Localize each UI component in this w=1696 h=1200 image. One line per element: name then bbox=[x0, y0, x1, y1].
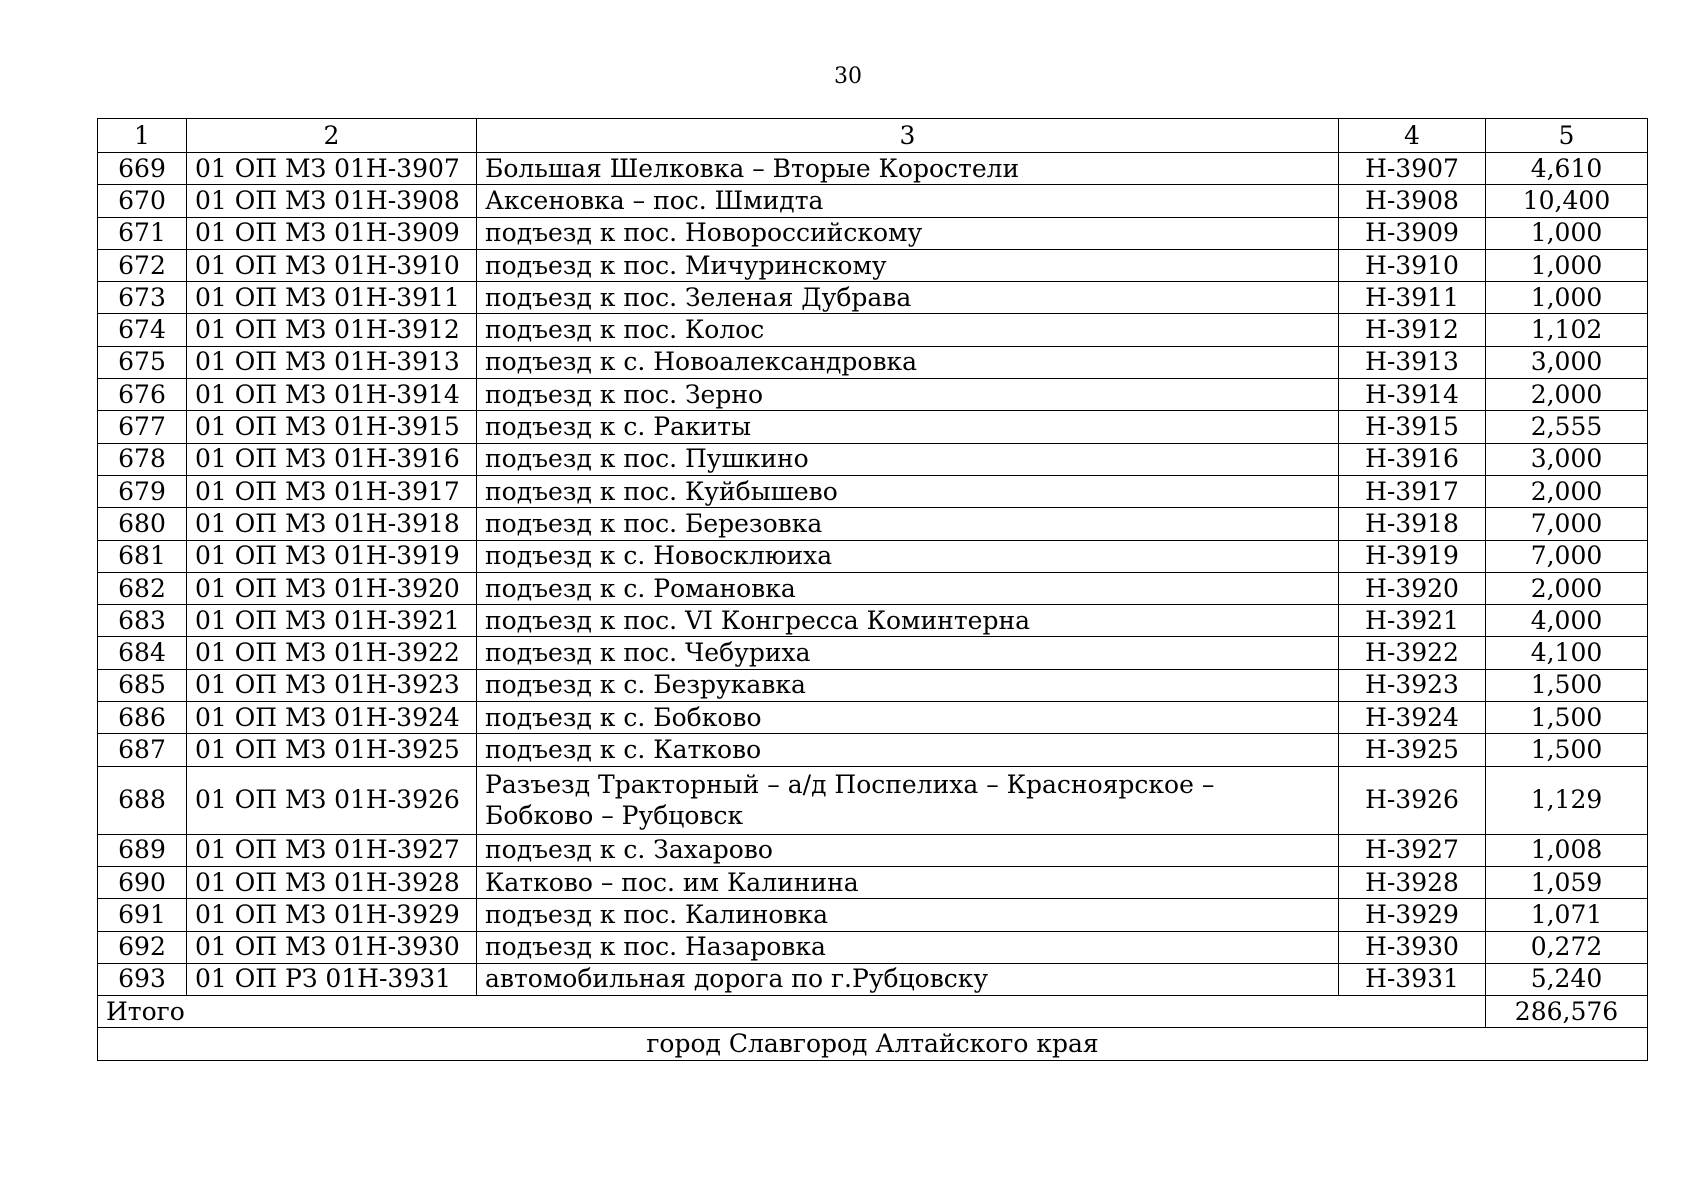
road-id: 01 ОП МЗ 01Н-3916 bbox=[187, 443, 477, 475]
road-id: 01 ОП МЗ 01Н-3910 bbox=[187, 249, 477, 281]
total-row bbox=[98, 996, 1648, 1028]
road-code: Н-3917 bbox=[1339, 475, 1486, 507]
table-row bbox=[98, 153, 1648, 185]
road-length: 1,000 bbox=[1486, 217, 1648, 249]
road-code: Н-3929 bbox=[1339, 899, 1486, 931]
road-name: Катково – пос. им Калинина bbox=[477, 866, 1339, 898]
road-id: 01 ОП МЗ 01Н-3923 bbox=[187, 669, 477, 701]
row-number: 691 bbox=[98, 899, 187, 931]
road-id: 01 ОП МЗ 01Н-3911 bbox=[187, 282, 477, 314]
road-id: 01 ОП МЗ 01Н-3907 bbox=[187, 153, 477, 185]
road-code: Н-3928 bbox=[1339, 866, 1486, 898]
road-id: 01 ОП МЗ 01Н-3921 bbox=[187, 605, 477, 637]
row-number: 693 bbox=[98, 963, 187, 995]
road-length: 0,272 bbox=[1486, 931, 1648, 963]
table-row bbox=[98, 475, 1648, 507]
road-id: 01 ОП МЗ 01Н-3919 bbox=[187, 540, 477, 572]
road-id: 01 ОП МЗ 01Н-3930 bbox=[187, 931, 477, 963]
road-code: Н-3912 bbox=[1339, 314, 1486, 346]
road-id: 01 ОП МЗ 01Н-3915 bbox=[187, 411, 477, 443]
row-number: 674 bbox=[98, 314, 187, 346]
road-length: 10,400 bbox=[1486, 185, 1648, 217]
row-number: 669 bbox=[98, 153, 187, 185]
row-number: 687 bbox=[98, 734, 187, 766]
road-length: 1,000 bbox=[1486, 249, 1648, 281]
road-length: 1,500 bbox=[1486, 702, 1648, 734]
road-code: Н-3920 bbox=[1339, 572, 1486, 604]
road-length: 7,000 bbox=[1486, 540, 1648, 572]
road-name: подъезд к пос. Мичуринскому bbox=[477, 249, 1339, 281]
road-length: 1,129 bbox=[1486, 766, 1648, 834]
road-code: Н-3919 bbox=[1339, 540, 1486, 572]
road-name: автомобильная дорога по г.Рубцовску bbox=[477, 963, 1339, 995]
road-id: 01 ОП МЗ 01Н-3912 bbox=[187, 314, 477, 346]
road-length: 1,102 bbox=[1486, 314, 1648, 346]
table-row bbox=[98, 734, 1648, 766]
road-name: подъезд к пос. Калиновка bbox=[477, 899, 1339, 931]
header-cell: 5 bbox=[1486, 119, 1648, 153]
road-code: Н-3922 bbox=[1339, 637, 1486, 669]
road-code: Н-3909 bbox=[1339, 217, 1486, 249]
row-number: 685 bbox=[98, 669, 187, 701]
road-code: Н-3916 bbox=[1339, 443, 1486, 475]
road-length: 5,240 bbox=[1486, 963, 1648, 995]
table-row bbox=[98, 217, 1648, 249]
road-name: подъезд к с. Катково bbox=[477, 734, 1339, 766]
header-row bbox=[98, 119, 1648, 153]
road-name: подъезд к пос. VI Конгресса Коминтерна bbox=[477, 605, 1339, 637]
row-number: 682 bbox=[98, 572, 187, 604]
row-number: 671 bbox=[98, 217, 187, 249]
road-code: Н-3924 bbox=[1339, 702, 1486, 734]
header-cell: 4 bbox=[1339, 119, 1486, 153]
table-row bbox=[98, 766, 1648, 834]
road-id: 01 ОП МЗ 01Н-3914 bbox=[187, 379, 477, 411]
row-number: 678 bbox=[98, 443, 187, 475]
road-length: 4,100 bbox=[1486, 637, 1648, 669]
road-name: подъезд к пос. Колос bbox=[477, 314, 1339, 346]
road-name: Разъезд Тракторный – а/д Поспелиха – Красноярское – Бобково – Рубцовск bbox=[477, 766, 1339, 834]
row-number: 681 bbox=[98, 540, 187, 572]
table-row bbox=[98, 866, 1648, 898]
road-name: подъезд к пос. Зеленая Дубрава bbox=[477, 282, 1339, 314]
row-number: 689 bbox=[98, 834, 187, 866]
row-number: 688 bbox=[98, 766, 187, 834]
table-row bbox=[98, 963, 1648, 995]
road-code: Н-3910 bbox=[1339, 249, 1486, 281]
road-code: Н-3921 bbox=[1339, 605, 1486, 637]
road-name: подъезд к с. Бобково bbox=[477, 702, 1339, 734]
road-id: 01 ОП МЗ 01Н-3909 bbox=[187, 217, 477, 249]
road-name: подъезд к пос. Зерно bbox=[477, 379, 1339, 411]
row-number: 690 bbox=[98, 866, 187, 898]
road-code: Н-3925 bbox=[1339, 734, 1486, 766]
total-label: Итого bbox=[98, 996, 1486, 1028]
road-id: 01 ОП МЗ 01Н-3925 bbox=[187, 734, 477, 766]
table-row bbox=[98, 346, 1648, 378]
table-row bbox=[98, 637, 1648, 669]
header-cell: 3 bbox=[477, 119, 1339, 153]
road-name: Аксеновка – пос. Шмидта bbox=[477, 185, 1339, 217]
road-name: подъезд к с. Новоалександровка bbox=[477, 346, 1339, 378]
table-row bbox=[98, 411, 1648, 443]
road-id: 01 ОП МЗ 01Н-3928 bbox=[187, 866, 477, 898]
road-length: 1,059 bbox=[1486, 866, 1648, 898]
road-length: 4,610 bbox=[1486, 153, 1648, 185]
row-number: 676 bbox=[98, 379, 187, 411]
row-number: 684 bbox=[98, 637, 187, 669]
road-id: 01 ОП МЗ 01Н-3924 bbox=[187, 702, 477, 734]
road-code: Н-3927 bbox=[1339, 834, 1486, 866]
road-id: 01 ОП МЗ 01Н-3922 bbox=[187, 637, 477, 669]
row-number: 670 bbox=[98, 185, 187, 217]
header-cell: 1 bbox=[98, 119, 187, 153]
row-number: 675 bbox=[98, 346, 187, 378]
road-code: Н-3923 bbox=[1339, 669, 1486, 701]
road-code: Н-3908 bbox=[1339, 185, 1486, 217]
roads-table bbox=[97, 118, 1648, 1061]
road-code: Н-3915 bbox=[1339, 411, 1486, 443]
road-name: подъезд к пос. Пушкино bbox=[477, 443, 1339, 475]
road-code: Н-3911 bbox=[1339, 282, 1486, 314]
road-id: 01 ОП МЗ 01Н-3917 bbox=[187, 475, 477, 507]
road-length: 1,071 bbox=[1486, 899, 1648, 931]
road-length: 3,000 bbox=[1486, 346, 1648, 378]
table-row bbox=[98, 702, 1648, 734]
table-row bbox=[98, 605, 1648, 637]
road-id: 01 ОП МЗ 01Н-3908 bbox=[187, 185, 477, 217]
road-name: подъезд к с. Безрукавка bbox=[477, 669, 1339, 701]
header-cell: 2 bbox=[187, 119, 477, 153]
road-code: Н-3931 bbox=[1339, 963, 1486, 995]
section-title: город Славгород Алтайского края bbox=[98, 1028, 1648, 1060]
road-id: 01 ОП МЗ 01Н-3927 bbox=[187, 834, 477, 866]
table-row bbox=[98, 443, 1648, 475]
road-code: Н-3930 bbox=[1339, 931, 1486, 963]
road-id: 01 ОП МЗ 01Н-3913 bbox=[187, 346, 477, 378]
road-length: 1,000 bbox=[1486, 282, 1648, 314]
road-name: Большая Шелковка – Вторые Коростели bbox=[477, 153, 1339, 185]
road-id: 01 ОП МЗ 01Н-3920 bbox=[187, 572, 477, 604]
row-number: 677 bbox=[98, 411, 187, 443]
road-id: 01 ОП МЗ 01Н-3918 bbox=[187, 508, 477, 540]
table-row bbox=[98, 931, 1648, 963]
road-id: 01 ОП МЗ 01Н-3926 bbox=[187, 766, 477, 834]
row-number: 680 bbox=[98, 508, 187, 540]
row-number: 683 bbox=[98, 605, 187, 637]
total-value: 286,576 bbox=[1486, 996, 1648, 1028]
table-row bbox=[98, 508, 1648, 540]
road-length: 2,000 bbox=[1486, 475, 1648, 507]
road-length: 3,000 bbox=[1486, 443, 1648, 475]
road-name: подъезд к пос. Чебуриха bbox=[477, 637, 1339, 669]
row-number: 679 bbox=[98, 475, 187, 507]
road-code: Н-3918 bbox=[1339, 508, 1486, 540]
table-row bbox=[98, 572, 1648, 604]
road-length: 2,000 bbox=[1486, 572, 1648, 604]
table-row bbox=[98, 540, 1648, 572]
table-row bbox=[98, 669, 1648, 701]
row-number: 672 bbox=[98, 249, 187, 281]
road-code: Н-3907 bbox=[1339, 153, 1486, 185]
road-length: 1,008 bbox=[1486, 834, 1648, 866]
road-name: подъезд к с. Ракиты bbox=[477, 411, 1339, 443]
road-name: подъезд к с. Захарово bbox=[477, 834, 1339, 866]
road-name: подъезд к пос. Куйбышево bbox=[477, 475, 1339, 507]
road-code: Н-3913 bbox=[1339, 346, 1486, 378]
road-name: подъезд к с. Новосклюиха bbox=[477, 540, 1339, 572]
road-length: 2,555 bbox=[1486, 411, 1648, 443]
road-length: 4,000 bbox=[1486, 605, 1648, 637]
section-row bbox=[98, 1028, 1648, 1060]
road-code: Н-3914 bbox=[1339, 379, 1486, 411]
table-row bbox=[98, 185, 1648, 217]
page-number: 30 bbox=[834, 64, 862, 89]
road-length: 1,500 bbox=[1486, 669, 1648, 701]
road-name: подъезд к с. Романовка bbox=[477, 572, 1339, 604]
row-number: 692 bbox=[98, 931, 187, 963]
road-length: 7,000 bbox=[1486, 508, 1648, 540]
road-name: подъезд к пос. Назаровка bbox=[477, 931, 1339, 963]
road-length: 1,500 bbox=[1486, 734, 1648, 766]
road-id: 01 ОП МЗ 01Н-3929 bbox=[187, 899, 477, 931]
table-row bbox=[98, 282, 1648, 314]
table-row bbox=[98, 314, 1648, 346]
road-id: 01 ОП РЗ 01Н-3931 bbox=[187, 963, 477, 995]
table-row bbox=[98, 379, 1648, 411]
road-length: 2,000 bbox=[1486, 379, 1648, 411]
road-code: Н-3926 bbox=[1339, 766, 1486, 834]
row-number: 673 bbox=[98, 282, 187, 314]
row-number: 686 bbox=[98, 702, 187, 734]
road-name: подъезд к пос. Березовка bbox=[477, 508, 1339, 540]
table-row bbox=[98, 899, 1648, 931]
road-name: подъезд к пос. Новороссийскому bbox=[477, 217, 1339, 249]
table-row bbox=[98, 249, 1648, 281]
table-row bbox=[98, 834, 1648, 866]
